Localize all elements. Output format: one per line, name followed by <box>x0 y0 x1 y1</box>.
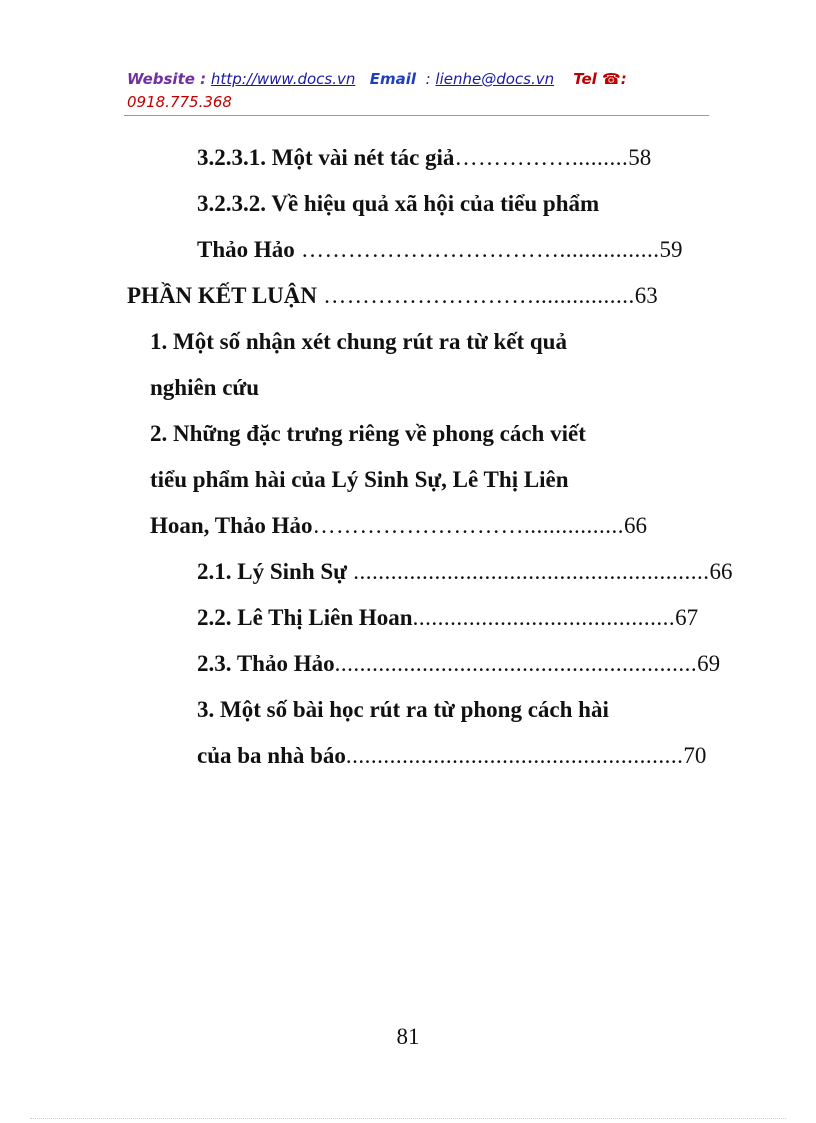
toc-entry <box>197 549 733 595</box>
toc-entry-page: 58 <box>628 145 652 170</box>
toc-entry-leader: .......................................... <box>412 605 676 630</box>
website-label: Website : <box>127 70 207 88</box>
email-label: Email <box>369 70 417 88</box>
toc-entry-leader: .......................................................... <box>334 651 698 676</box>
toc-entry-title: 2.2. Lê Thị Liên Hoan <box>197 605 413 630</box>
toc-entry <box>197 135 707 181</box>
toc-entry-page: 69 <box>697 651 721 676</box>
toc-entry <box>150 503 707 549</box>
page-number: 81 <box>396 1024 420 1049</box>
toc-entry-title: tiểu phẩm hài của Lý Sinh Sự, Lê Thị Liên <box>150 467 569 492</box>
toc-entry <box>197 687 707 733</box>
toc-entry-title: 2.3. Thảo Hảo <box>197 651 335 676</box>
toc-entry-leader: ......................................................... <box>346 559 710 584</box>
toc-entry-page: 63 <box>634 283 658 308</box>
header-divider <box>124 115 709 116</box>
toc-entry-page: 59 <box>659 237 683 262</box>
toc-entry-leader: ……………………………................ <box>294 237 660 262</box>
toc-entry-title: của ba nhà báo <box>197 743 346 768</box>
phone-number: 0918.775.368 <box>127 93 232 111</box>
toc-entry-title: Hoan, Thảo Hảo <box>150 513 313 538</box>
email-link[interactable]: lienhe@docs.vn <box>435 70 555 88</box>
toc-entry-page: 66 <box>709 559 733 584</box>
toc-entry-page: 70 <box>683 743 707 768</box>
toc-entry-leader: ...................................................... <box>345 743 684 768</box>
toc-entry-page: 67 <box>675 605 699 630</box>
toc-entry-title: Thảo Hảo <box>197 237 295 262</box>
page-header <box>127 68 709 114</box>
toc-entry-leader: ……………......... <box>454 145 629 170</box>
toc-entry <box>197 733 707 779</box>
toc-entry <box>197 227 707 273</box>
toc-entry <box>197 641 721 687</box>
toc-entry-leader: ………………………................ <box>317 283 635 308</box>
page-bottom-border <box>30 1118 786 1119</box>
toc-entry-title: nghiên cứu <box>150 375 260 400</box>
toc-entry <box>150 411 707 457</box>
toc-entry-title: 3.2.3.2. Về hiệu quả xã hội của tiểu phẩm <box>197 191 600 216</box>
toc-entry <box>150 319 707 365</box>
toc-entry-title: 2.1. Lý Sinh Sự <box>197 559 347 584</box>
toc-entry-title: 2. Những đặc trưng riêng về phong cách viết <box>150 421 586 446</box>
toc-entry-title: 1. Một số nhận xét chung rút ra từ kết quả <box>150 329 567 354</box>
website-link[interactable]: http://www.docs.vn <box>210 70 356 88</box>
toc-entry-leader: ………………………................ <box>312 513 625 538</box>
tel-label: Tel ☎: <box>573 70 627 88</box>
toc-entry <box>150 457 707 503</box>
toc-entry-title: 3.2.3.1. Một vài nét tác giả <box>197 145 455 170</box>
email-separator: : <box>425 70 431 88</box>
toc-entry-page: 66 <box>624 513 648 538</box>
toc-entry-title: 3. Một số bài học rút ra từ phong cách hài <box>197 697 609 722</box>
toc-entry <box>150 365 707 411</box>
toc-entry <box>197 595 707 641</box>
toc-entry <box>127 273 707 319</box>
toc-entry <box>197 181 707 227</box>
toc-entry-title: PHẦN KẾT LUẬN <box>127 283 317 308</box>
